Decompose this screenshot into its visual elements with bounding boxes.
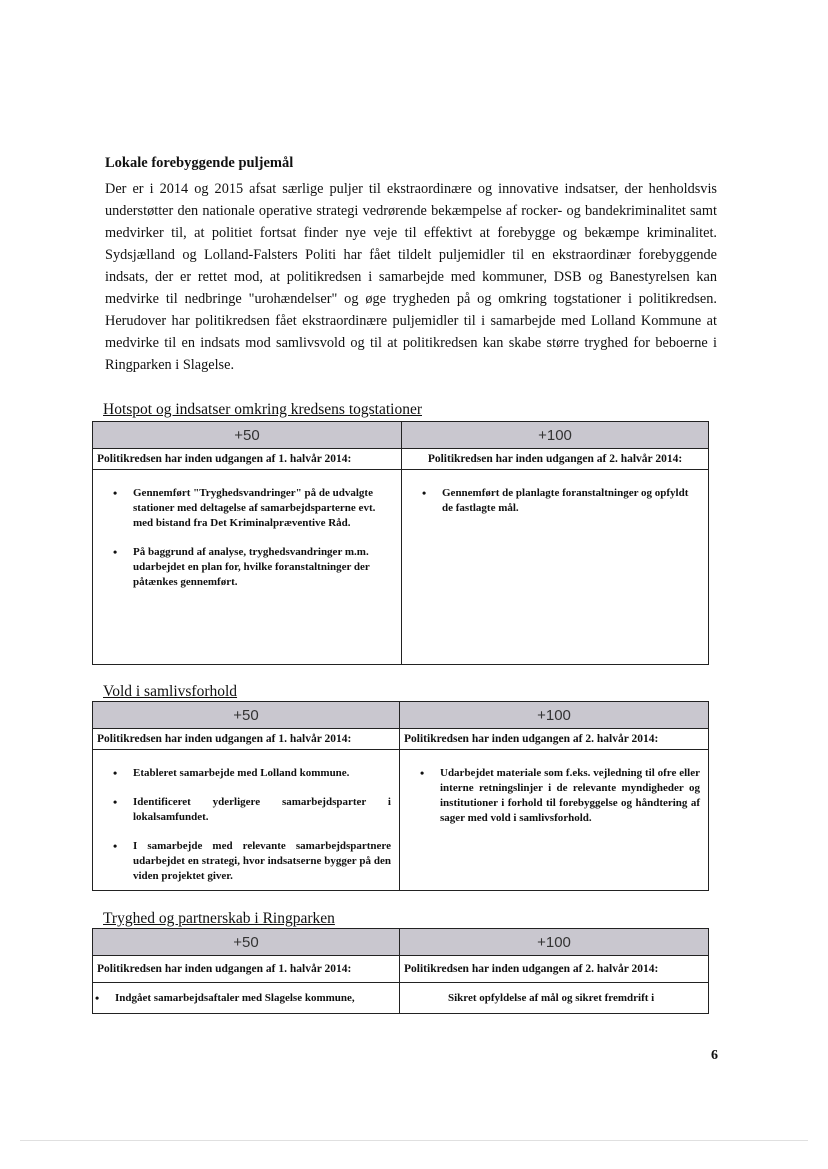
bottom-divider [20,1140,808,1141]
list-item: • Udarbejdet materiale som f.eks. vejledning til ofre eller interne retningslinjer i de relevante myndigheder og institutioner i forhold til forebyggelse og håndtering af sager med vold i samlivsforhold. [440,766,708,826]
col1-body [93,983,400,1014]
section-title-hotspot: Hotspot og indsatser omkring kredsens togstationer [103,401,422,418]
col2-body [402,470,709,665]
col1-body [93,470,402,665]
col2-header: +100 [402,422,709,449]
page-number: 6 [711,1048,718,1063]
col1-header: +50 [93,929,400,956]
col2-header: +100 [400,702,709,729]
col2-subheader: Politikredsen har inden udgangen af 2. halvår 2014: [402,449,709,470]
col1-header: +50 [93,702,400,729]
list-item: • Indgået samarbejdsaftaler med Slagelse kommune, [115,991,399,1006]
intro-paragraph: Der er i 2014 og 2015 afsat særlige puljer til ekstraordinære og innovative indsatser, der henholdsvis understøtter den nationale operative strategi vedrørende bekæmpelse af rocker- og bandekriminalitet samt medvirker til, at politiet fortsat finder nye veje til effektivt at forebygge og bekæmpe kriminalitet. Sydsjælland og Lolland-Falsters Politi har fået tildelt puljemidler til en ekstraordinær forebyggende indsats, der er rettet mod, at politikredsen i samarbejde med kommuner, DSB og Banestyrelsen kan medvirke til nedbringe "urohændelser" og øge trygheden på og omkring togstationer i politikredsen. Herudover har politikredsen fået ekstraordinære puljemidler til i samarbejde med Lolland Kommune at medvirke til en indsats mod samlivsvold og til at politikredsen kan skabe større tryghed for beboerne i Ringparken i Slagelse. [105,181,717,373]
col2-body [400,750,709,891]
col1-subheader: Politikredsen har inden udgangen af 1. halvår 2014: [93,449,402,470]
list-item: • På baggrund af analyse, tryghedsvandringer m.m. udarbejdet en plan for, hvilke foranstaltninger der påtænkes gennemført. [133,545,401,590]
list-item: • Identificeret yderligere samarbejdsparter i lokalsamfundet. [133,795,399,825]
list-item: • Gennemført "Tryghedsvandringer" på de udvalgte stationer med deltagelse af samarbejdsparterne evt. med bistand fra Det Kriminalpræventive Råd. [133,486,401,531]
ringparken-table [92,928,709,1014]
intro-heading: Lokale forebyggende puljemål [105,155,294,171]
section-title-ringparken: Tryghed og partnerskab i Ringparken [103,910,335,927]
col1-body [93,750,400,891]
section-title-vold: Vold i samlivsforhold [103,683,238,700]
list-item: • Gennemført de planlagte foranstaltninger og opfyldt de fastlagte mål. [442,486,708,516]
vold-table [92,701,709,891]
col1-subheader: Politikredsen har inden udgangen af 1. halvår 2014: [93,729,400,750]
col2-subheader: Politikredsen har inden udgangen af 2. halvår 2014: [400,956,709,983]
hotspot-table [92,421,709,665]
col2-subheader: Politikredsen har inden udgangen af 2. halvår 2014: [400,729,709,750]
col1-subheader: Politikredsen har inden udgangen af 1. halvår 2014: [93,956,400,983]
col2-body: Sikret opfyldelse af mål og sikret fremdrift i [400,983,709,1014]
col1-header: +50 [93,422,402,449]
list-item: • I samarbejde med relevante samarbejdspartnere udarbejdet en strategi, hvor indsatserne bygger på den viden projektet giver. [133,839,399,884]
list-item: • Etableret samarbejde med Lolland kommune. [133,766,399,781]
col2-header: +100 [400,929,709,956]
